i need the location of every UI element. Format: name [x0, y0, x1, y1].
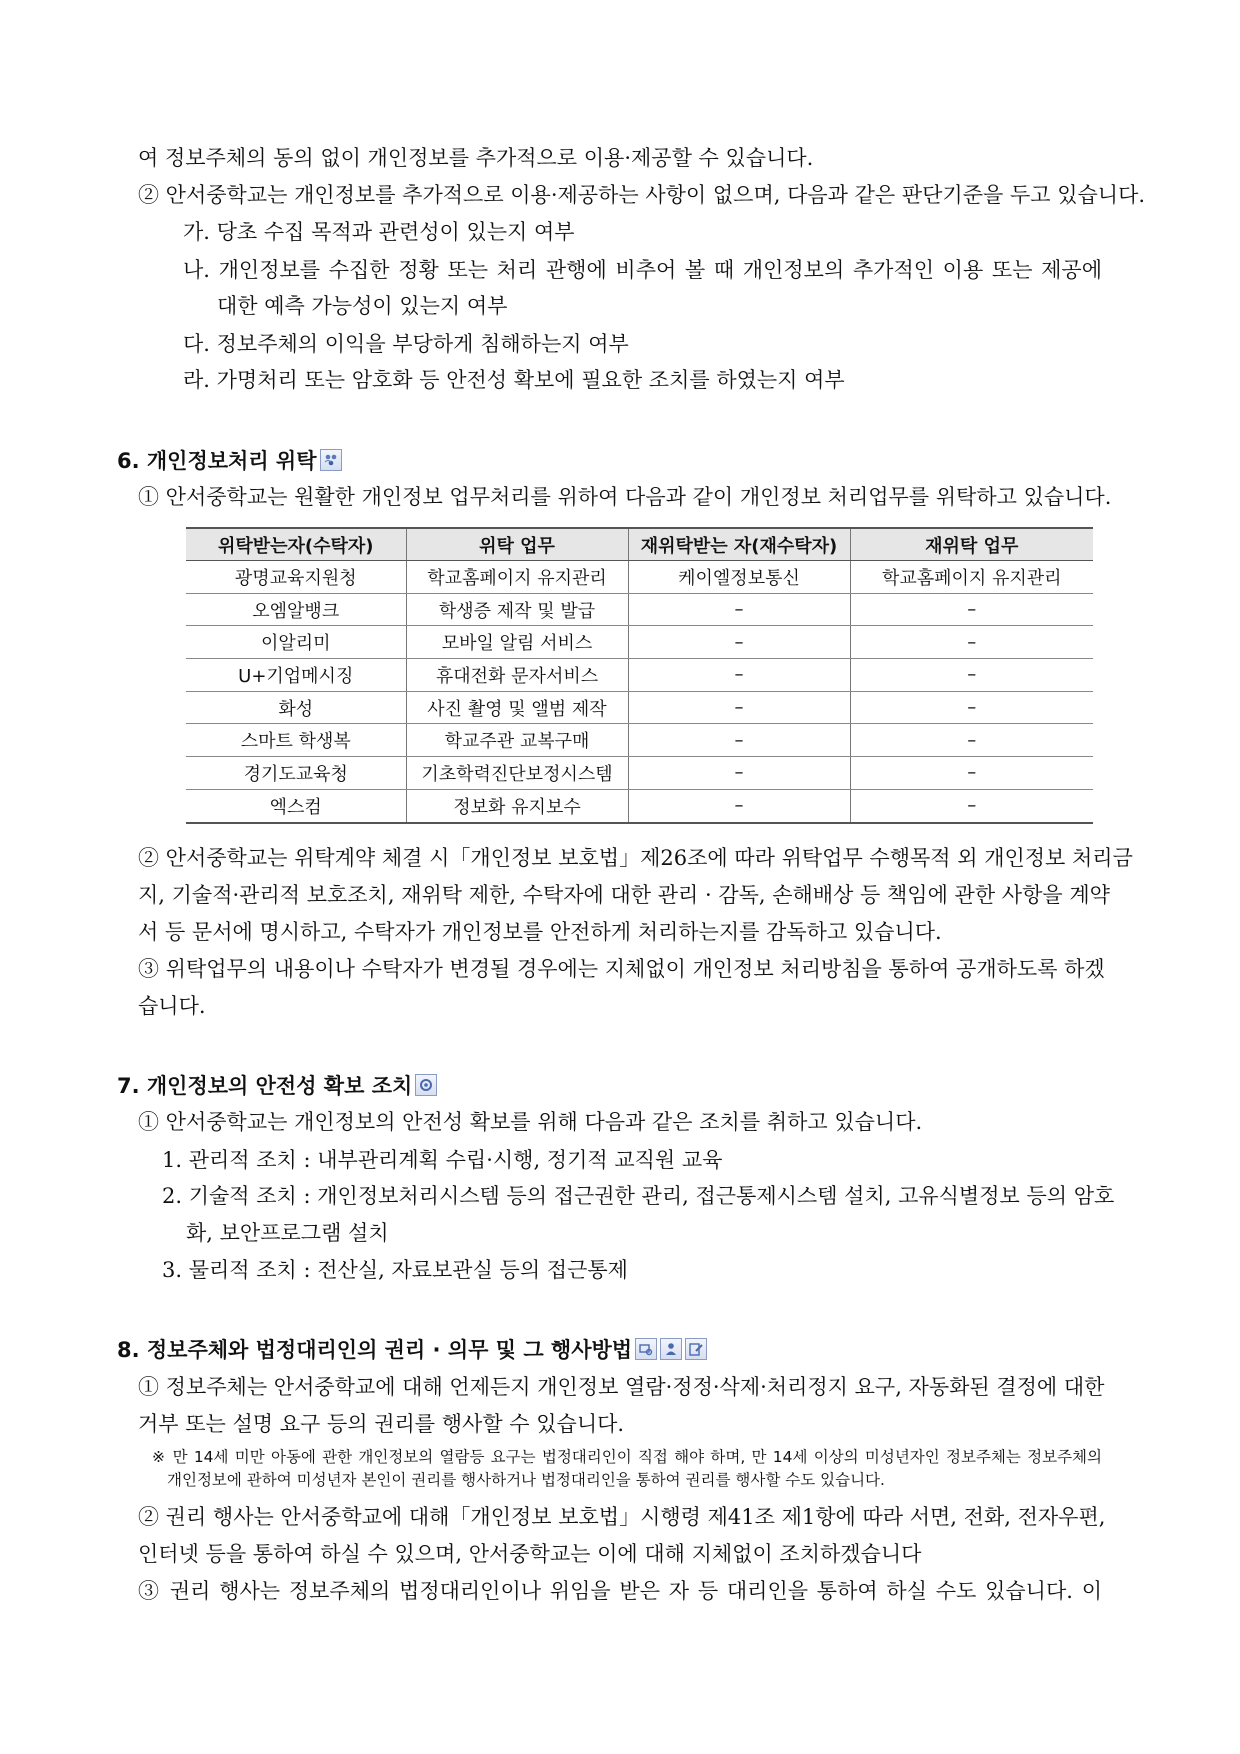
person-icon	[660, 1338, 682, 1360]
table-cell: 모바일 알림 서비스	[406, 626, 628, 659]
section-8-paragraph-1-line-2: 거부 또는 설명 요구 등의 권리를 행사할 수 있습니다.	[138, 1412, 625, 1436]
table-cell: –	[628, 789, 850, 822]
intro-item-da: 다. 정보주체의 이익을 부당하게 침해하는지 여부	[183, 332, 629, 356]
table-header-row	[186, 528, 1093, 561]
table-cell: 학교주관 교복구매	[406, 724, 628, 757]
document-edit-icon	[685, 1338, 707, 1360]
section-6-paragraph-2-line-3: 서 등 문서에 명시하고, 수탁자가 개인정보를 안전하게 처리하는지를 감독하고 있습니다.	[138, 920, 942, 944]
entrustment-table	[186, 527, 1093, 824]
intro-line-1: 여 정보주체의 동의 없이 개인정보를 추가적으로 이용·제공할 수 있습니다.	[138, 146, 814, 170]
people-group-icon	[320, 449, 342, 471]
section-8-title: 8. 정보주체와 법정대리인의 권리 · 의무 및 그 행사방법	[117, 1338, 633, 1362]
section-6-title: 6. 개인정보처리 위탁	[117, 449, 317, 473]
intro-item-ra: 라. 가명처리 또는 암호화 등 안전성 확보에 필요한 조치를 하였는지 여부	[183, 368, 845, 392]
section-7-title: 7. 개인정보의 안전성 확보 조치	[117, 1074, 413, 1098]
table-row	[186, 757, 1093, 790]
table-cell: 스마트 학생복	[186, 724, 406, 757]
table-header-cell: 재위탁받는 자(재수탁자)	[628, 528, 850, 561]
table-cell: 케이엘정보통신	[628, 561, 850, 594]
table-cell: 학생증 제작 및 발급	[406, 593, 628, 626]
section-7-item-2-line-2: 화, 보안프로그램 설치	[186, 1221, 389, 1245]
table-cell: 기초학력진단보정시스템	[406, 757, 628, 790]
section-8-paragraph-2-line-2: 인터넷 등을 통하여 하실 수 있으며, 안서중학교는 이에 대해 지체없이 조치하겠습니다	[138, 1542, 922, 1566]
shield-lock-icon	[415, 1074, 437, 1096]
table-cell: 학교홈페이지 유지관리	[850, 561, 1093, 594]
table-cell: 휴대전화 문자서비스	[406, 659, 628, 692]
table-cell: 광명교육지원청	[186, 561, 406, 594]
table-cell: 엑스컴	[186, 789, 406, 822]
table-cell: –	[850, 626, 1093, 659]
table-row	[186, 561, 1093, 594]
section-6-paragraph-3-line-1: ③ 위탁업무의 내용이나 수탁자가 변경될 경우에는 지체없이 개인정보 처리방침을 통하여 공개하도록 하겠	[138, 957, 1105, 981]
table-row	[186, 691, 1093, 724]
section-8-note-line-2: 개인정보에 관하여 미성년자 본인이 권리를 행사하거나 법정대리인을 통하여 권리를 행사할 수도 있습니다.	[167, 1471, 885, 1489]
table-row	[186, 626, 1093, 659]
section-6-paragraph-1: ① 안서중학교는 원활한 개인정보 업무처리를 위하여 다음과 같이 개인정보 처리업무를 위탁하고 있습니다.	[138, 485, 1112, 509]
table-cell: 이알리미	[186, 626, 406, 659]
table-cell: –	[628, 724, 850, 757]
section-7-item-3: 3. 물리적 조치 : 전산실, 자료보관실 등의 접근통제	[162, 1258, 628, 1282]
section-8-paragraph-1-line-1: ① 정보주체는 안서중학교에 대해 언제든지 개인정보 열람·정정·삭제·처리정지 요구, 자동화된 결정에 대한	[138, 1375, 1105, 1399]
section-7-paragraph-1: ① 안서중학교는 개인정보의 안전성 확보를 위해 다음과 같은 조치를 취하고 있습니다.	[138, 1110, 923, 1134]
document-search-icon	[635, 1338, 657, 1360]
table-cell: –	[850, 789, 1093, 822]
table-cell: –	[628, 691, 850, 724]
section-7-item-2-line-1: 2. 기술적 조치 : 개인정보처리시스템 등의 접근권한 관리, 접근통제시스템 설치, 고유식별정보 등의 암호	[162, 1184, 1115, 1208]
section-7-heading	[117, 1071, 437, 1101]
table-cell: –	[850, 691, 1093, 724]
section-8-paragraph-2-line-1: ② 권리 행사는 안서중학교에 대해「개인정보 보호법」시행령 제41조 제1항에 따라 서면, 전화, 전자우편,	[138, 1505, 1106, 1529]
intro-item-na-line-1: 나. 개인정보를 수집한 정황 또는 처리 관행에 비추어 볼 때 개인정보의 추가적인 이용 또는 제공에	[183, 258, 1102, 282]
table-cell: –	[850, 757, 1093, 790]
table-cell: –	[628, 593, 850, 626]
section-6-paragraph-3-line-2: 습니다.	[138, 994, 206, 1018]
table-cell: –	[850, 659, 1093, 692]
table-row	[186, 724, 1093, 757]
table-cell: 화성	[186, 691, 406, 724]
table-cell: U+기업메시징	[186, 659, 406, 692]
table-cell: 사진 촬영 및 앨범 제작	[406, 691, 628, 724]
table-row	[186, 659, 1093, 692]
table-cell: –	[850, 724, 1093, 757]
section-8-paragraph-3-line-1: ③ 권리 행사는 정보주체의 법정대리인이나 위임을 받은 자 등 대리인을 통하여 하실 수도 있습니다. 이	[138, 1579, 1102, 1603]
section-6-paragraph-2-line-2: 지, 기술적·관리적 보호조치, 재위탁 제한, 수탁자에 대한 관리 · 감독, 손해배상 등 책임에 관한 사항을 계약	[138, 883, 1110, 907]
table-row	[186, 789, 1093, 822]
table-cell: –	[628, 626, 850, 659]
section-7-item-1: 1. 관리적 조치 : 내부관리계획 수립·시행, 정기적 교직원 교육	[162, 1148, 723, 1172]
table-cell: –	[628, 757, 850, 790]
table-header-cell: 위탁받는자(수탁자)	[186, 528, 406, 561]
section-8-note-line-1: ※ 만 14세 미만 아동에 관한 개인정보의 열람등 요구는 법정대리인이 직접 해야 하며, 만 14세 이상의 미성년자인 정보주체는 정보주체의	[152, 1448, 1102, 1466]
table-cell: 학교홈페이지 유지관리	[406, 561, 628, 594]
table-header-cell: 재위탁 업무	[850, 528, 1093, 561]
table-cell: 정보화 유지보수	[406, 789, 628, 822]
section-6-heading	[117, 446, 342, 476]
table-cell: 오엠알뱅크	[186, 593, 406, 626]
section-8-heading	[117, 1335, 707, 1365]
table-row	[186, 593, 1093, 626]
table-cell: –	[628, 659, 850, 692]
table-header-cell: 위탁 업무	[406, 528, 628, 561]
intro-paragraph-2: ② 안서중학교는 개인정보를 추가적으로 이용·제공하는 사항이 없으며, 다음과 같은 판단기준을 두고 있습니다.	[138, 183, 1146, 207]
section-6-paragraph-2-line-1: ② 안서중학교는 위탁계약 체결 시「개인정보 보호법」제26조에 따라 위탁업무 수행목적 외 개인정보 처리금	[138, 846, 1133, 870]
table-cell: –	[850, 593, 1093, 626]
intro-item-na-line-2: 대한 예측 가능성이 있는지 여부	[217, 294, 508, 318]
table-cell: 경기도교육청	[186, 757, 406, 790]
intro-item-ga: 가. 당초 수집 목적과 관련성이 있는지 여부	[183, 220, 575, 244]
